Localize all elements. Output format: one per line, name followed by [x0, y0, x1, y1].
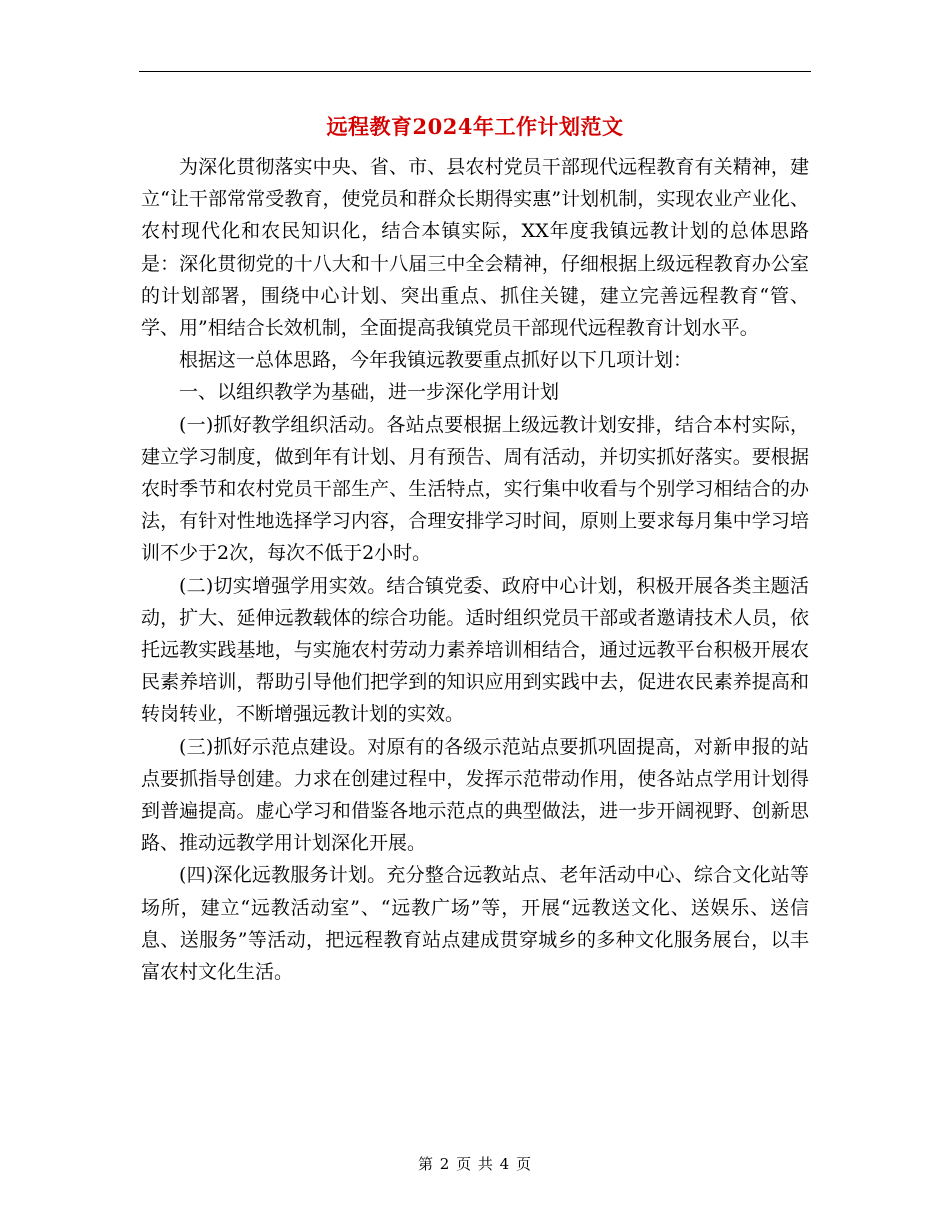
- document-title: 远程教育2024年工作计划范文: [326, 114, 624, 139]
- page-footer: 第 2 页 共 4 页: [418, 1155, 532, 1173]
- section-heading-1: 一、以组织教学为基础，进一步深化学用计划: [179, 381, 560, 404]
- paragraph-item-4: (四)深化远教服务计划。充分整合远教站点、老年活动中心、综合文化站等场所，建立“远教活动室”、“远教广场”等，开展“远教送文化、送娱乐、送信息、送服务”等活动，把远程教育站点建成贯穿城乡的多种文化服务展台，以丰富农村文化生活。: [141, 864, 809, 984]
- paragraph-item-3: (三)抓好示范点建设。对原有的各级示范站点要抓巩固提高，对新申报的站点要抓指导创建。力求在创建过程中，发挥示范带动作用，使各站点学用计划得到普遍提高。虚心学习和借鉴各地示范点的典型做法，进一步开阔视野、创新思路、推动远教学用计划深化开展。: [141, 735, 809, 855]
- paragraph-summary: 根据这一总体思路，今年我镇远教要重点抓好以下几项计划：: [179, 349, 693, 372]
- paragraph-intro: 为深化贯彻落实中央、省、市、县农村党员干部现代远程教育有关精神，建立“让干部常常受教育，使党员和群众长期得实惠”计划机制，实现农业产业化、农村现代化和农民知识化，结合本镇实际，XX年度我镇远教计划的总体思路是：深化贯彻党的十八大和十八届三中全会精神，仔细根据上级远程教育办公室的计划部署，围绕中心计划、突出重点、抓住关键，建立完善远程教育“管、学、用”相结合长效机制，全面提高我镇党员干部现代远程教育计划水平。: [141, 156, 809, 340]
- paragraph-item-2: (二)切实增强学用实效。结合镇党委、政府中心计划，积极开展各类主题活动，扩大、延伸远教载体的综合功能。适时组织党员干部或者邀请技术人员，依托远教实践基地，与实施农村劳动力素养培训相结合，通过远教平台积极开展农民素养培训，帮助引导他们把学到的知识应用到实践中去，促进农民素养提高和转岗转业，不断增强远教计划的实效。: [141, 574, 809, 726]
- document-body: [141, 151, 809, 988]
- header-rule: [139, 71, 811, 72]
- paragraph-item-1: (一)抓好教学组织活动。各站点要根据上级远教计划安排，结合本村实际，建立学习制度，做到年有计划、月有预告、周有活动，并切实抓好落实。要根据农时季节和农村党员干部生产、生活特点，实行集中收看与个别学习相结合的办法，有针对性地选择学习内容，合理安排学习时间，原则上要求每月集中学习培训不少于2次，每次不低于2小时。: [141, 413, 809, 565]
